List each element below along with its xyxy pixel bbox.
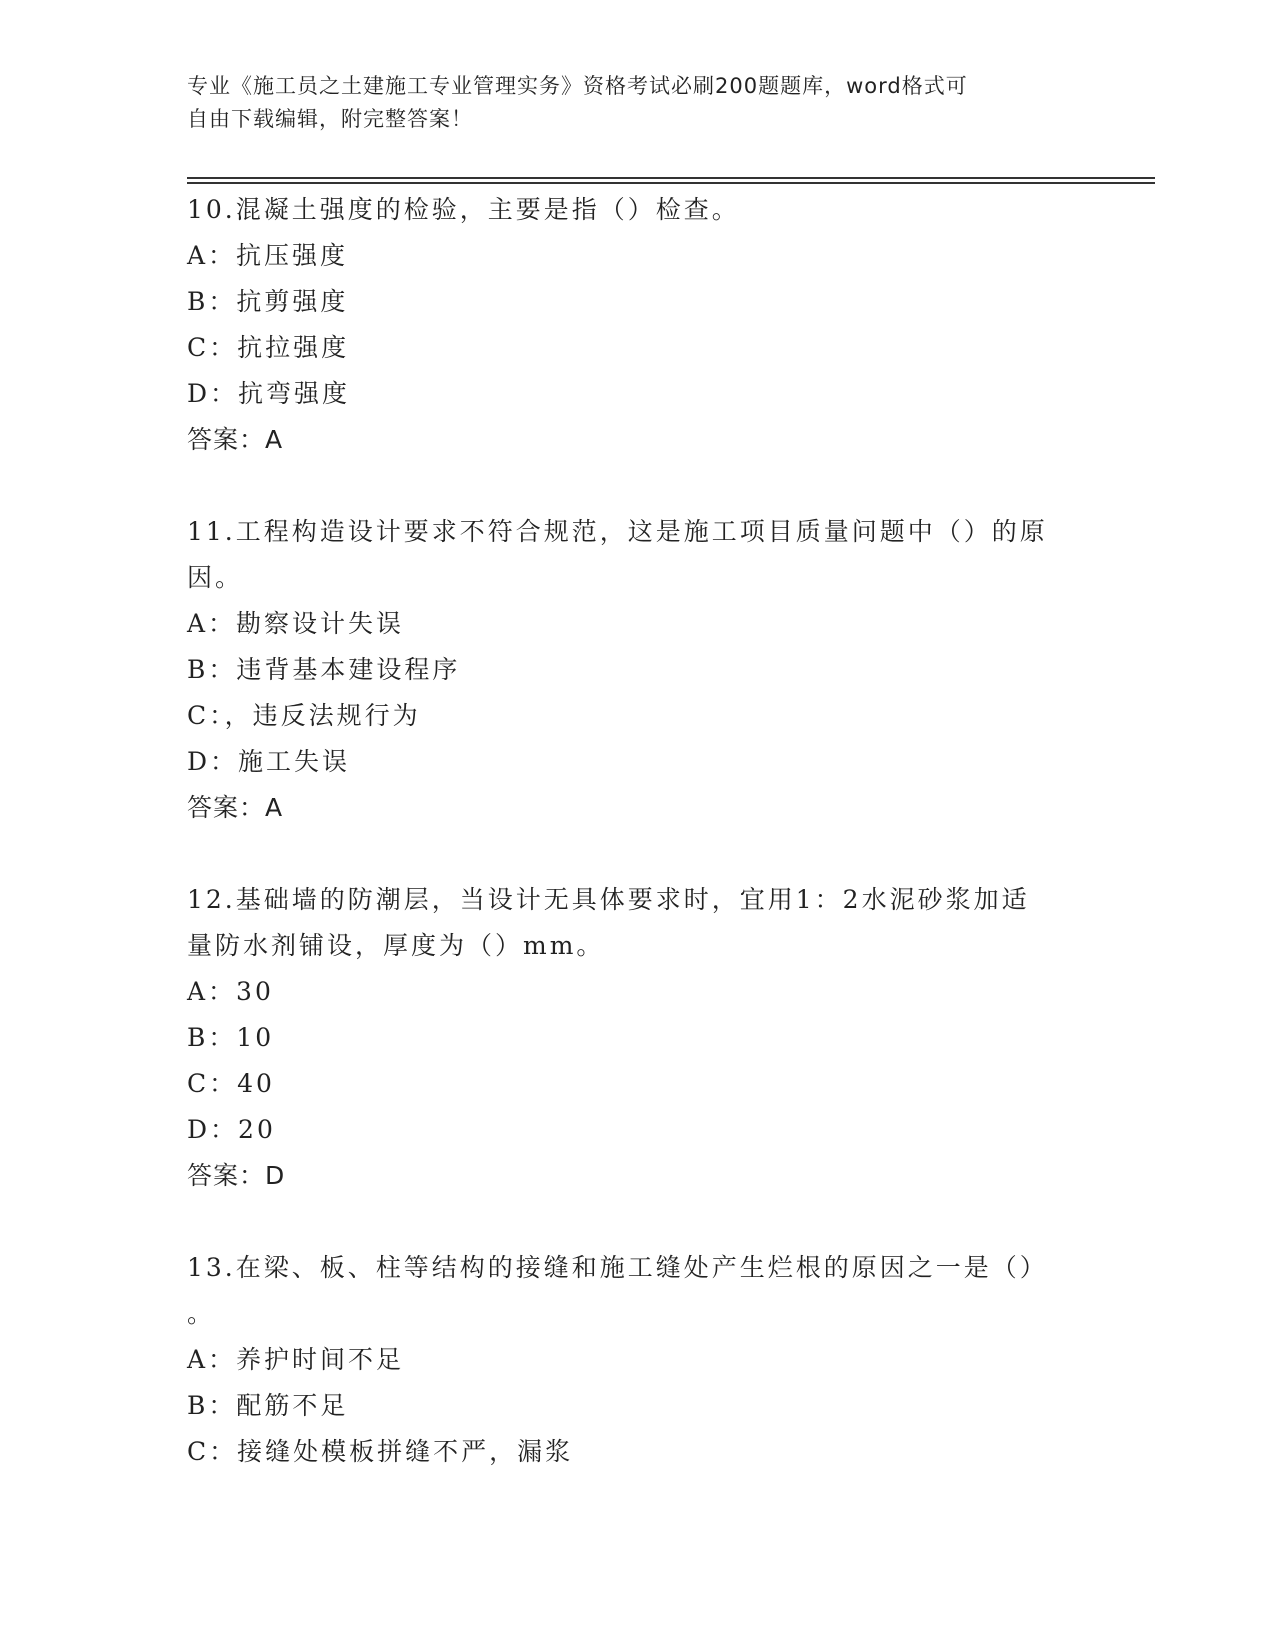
question-stem: 13.在梁、板、柱等结构的接缝和施工缝处产生烂根的原因之一是（） bbox=[187, 1253, 1048, 1282]
question-list bbox=[187, 187, 1087, 1521]
question-stem: 10.混凝土强度的检验，主要是指（）检查。 bbox=[187, 195, 740, 224]
option-b: B：10 bbox=[187, 1023, 275, 1052]
option-a: A：养护时间不足 bbox=[187, 1345, 405, 1374]
option-c: C：接缝处模板拼缝不严，漏浆 bbox=[187, 1437, 574, 1466]
option-d: D：20 bbox=[187, 1115, 276, 1144]
question-stem-continued: 。 bbox=[187, 1299, 216, 1328]
question-11 bbox=[187, 509, 1087, 831]
option-a: A：30 bbox=[187, 977, 274, 1006]
document-header bbox=[187, 70, 1087, 136]
option-b: B：抗剪强度 bbox=[187, 287, 349, 316]
option-d: D：施工失误 bbox=[187, 747, 351, 776]
header-line-1: 专业《施工员之土建施工专业管理实务》资格考试必刷200题题库，word格式可 bbox=[187, 74, 968, 98]
option-b: B：违背基本建设程序 bbox=[187, 655, 461, 684]
header-line-2: 自由下载编辑，附完整答案！ bbox=[187, 107, 473, 131]
question-stem: 12.基础墙的防潮层，当设计无具体要求时，宜用1：2水泥砂浆加适 bbox=[187, 885, 1030, 914]
question-13 bbox=[187, 1245, 1087, 1475]
option-c: C：，违反法规行为 bbox=[187, 701, 421, 730]
question-12 bbox=[187, 877, 1087, 1199]
option-d: D：抗弯强度 bbox=[187, 379, 351, 408]
header-divider-top bbox=[187, 177, 1155, 179]
answer-label: 答案：D bbox=[187, 1161, 286, 1190]
option-b: B：配筋不足 bbox=[187, 1391, 349, 1420]
header-divider-bottom bbox=[187, 182, 1155, 184]
question-stem-continued: 量防水剂铺设，厚度为（）mm。 bbox=[187, 931, 605, 960]
option-c: C：抗拉强度 bbox=[187, 333, 350, 362]
question-10 bbox=[187, 187, 1087, 463]
answer-label: 答案：A bbox=[187, 793, 284, 822]
option-a: A：抗压强度 bbox=[187, 241, 349, 270]
question-stem-continued: 因。 bbox=[187, 563, 244, 592]
option-c: C：40 bbox=[187, 1069, 275, 1098]
option-a: A：勘察设计失误 bbox=[187, 609, 405, 638]
question-stem: 11.工程构造设计要求不符合规范，这是施工项目质量问题中（）的原 bbox=[187, 517, 1048, 546]
answer-label: 答案：A bbox=[187, 425, 284, 454]
